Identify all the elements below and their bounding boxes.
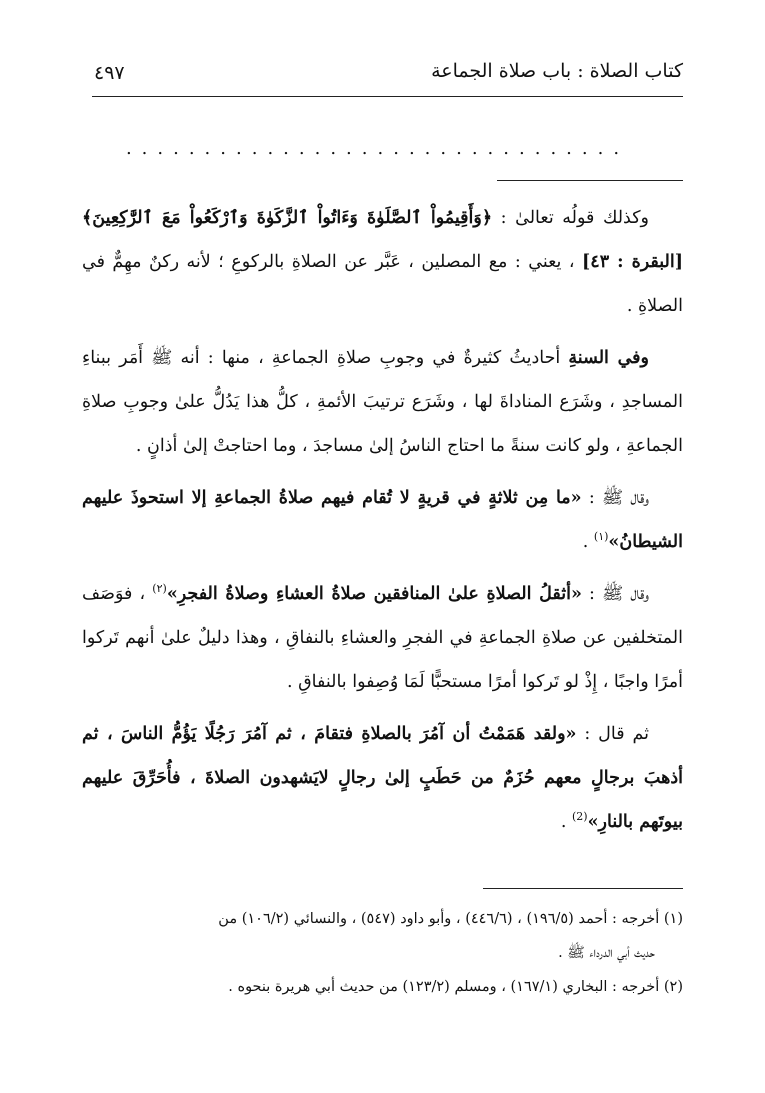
footnote-mark-1: (١) bbox=[593, 530, 609, 544]
p4-intro: وقال ﷺ : bbox=[581, 584, 650, 604]
p3-end: . bbox=[582, 532, 594, 552]
footnotes bbox=[82, 902, 683, 1004]
p5-end: . bbox=[560, 812, 572, 832]
dotted-separator: ................................ bbox=[125, 138, 630, 158]
section-rule bbox=[497, 180, 683, 181]
quran-verse: ﴿وَأَقِيمُواْ ٱلصَّلَوٰةَ وَءَاتُواْ ٱلزَّكَوٰةَ وَٱرْكَعُواْ مَعَ ٱلرَّٰكِعِينَ﴾ bbox=[82, 208, 493, 228]
p2-text: أحاديثُ كثيرةٌ في وجوبِ صلاةِ الجماعةِ ، منها : أنه ﷺ أَمَر ببناءِ المساجدِ ، وشَرَع المناداةَ لها ، وشَرَع ترتيبَ الأئمةِ ، كلُّ هذا يَدُلُّ علىٰ وجوبِ صلاةِ الجماعةِ ، ولو كانت سنةً ما احتاج الناسُ إلىٰ مساجدَ ، وما احتاجتْ إلىٰ أذانٍ . bbox=[82, 348, 683, 456]
footnote-2: (٢) أخرجه : البخاري (١٦٧/١) ، ومسلم (١٢٣/٢) من حديث أبي هريرة بنحوه . bbox=[228, 979, 683, 995]
body-text bbox=[82, 196, 683, 844]
footnote-mark-2: (٢) bbox=[152, 582, 167, 596]
p2-lead: وفي السنةِ bbox=[568, 348, 649, 368]
p1-text-a: وكذلك قولُه تعالىٰ : bbox=[492, 208, 649, 228]
hadith-1: «ما مِن ثلاثةٍ في قريةٍ لا تُقام فيهم صلاةُ الجماعةِ إلا استحوذَ عليهم الشيطانُ» bbox=[82, 488, 683, 552]
p4-text: ، فوَصَف المتخلفين عن صلاةِ الجماعةِ في الفجرِ والعشاءِ بالنفاقِ ، وهذا دليلٌ علىٰ أنهم تَركوا أمرًا واجبًا ، إِذْ لو تَركوا أمرًا مستحبًّا لَمَا وُصِفوا بالنفاقِ . bbox=[82, 584, 683, 692]
verse-reference: [البقرة : ٤٣] bbox=[582, 252, 683, 272]
paragraph-4 bbox=[82, 572, 683, 704]
paragraph-1 bbox=[82, 196, 683, 328]
page-number: ٤٩٧ bbox=[94, 62, 125, 84]
footnote-1: (١) أخرجه : أحمد (١٩٦/٥) ، (٤٤٦/٦) ، وأبو داود (٥٤٧) ، والنسائي (١٠٦/٢) من bbox=[218, 911, 683, 927]
footnote-1-continued: حديث أبي الدرداء ﷺ . bbox=[558, 945, 655, 961]
footnote-rule bbox=[483, 888, 683, 889]
paragraph-2 bbox=[82, 336, 683, 468]
paragraph-5 bbox=[82, 712, 683, 844]
footnote-mark-3: (2) bbox=[572, 810, 588, 824]
p3-intro: وقال ﷺ : bbox=[581, 488, 650, 508]
p1-text-b: ، يعني : مع المصلين ، عَبَّر عن الصلاةِ بالركوعِ ؛ لأنه ركنٌ مهِمٌّ في الصلاةِ . bbox=[82, 252, 683, 316]
hadith-3: «ولقد هَمَمْتُ أن آمُرَ بالصلاةِ فتقامَ ، ثم آمُرَ رَجُلًا يَؤُمُّ الناسَ ، ثم أذهبَ برجالٍ معهم حُزَمٌ من حَطَبٍ إلىٰ رجالٍ لايَشهدون الصلاةَ ، فأُحَرِّقَ عليهم بيوتَهم بالنارِ» bbox=[82, 724, 683, 832]
hadith-2: «أثقلُ الصلاةِ علىٰ المنافقين صلاةُ العشاءِ وصلاةُ الفجرِ» bbox=[166, 584, 582, 604]
p5-intro: ثم قال : bbox=[576, 724, 649, 744]
running-title: كتاب الصلاة : باب صلاة الجماعة bbox=[431, 60, 683, 82]
running-header bbox=[92, 56, 683, 97]
paragraph-3 bbox=[82, 476, 683, 564]
